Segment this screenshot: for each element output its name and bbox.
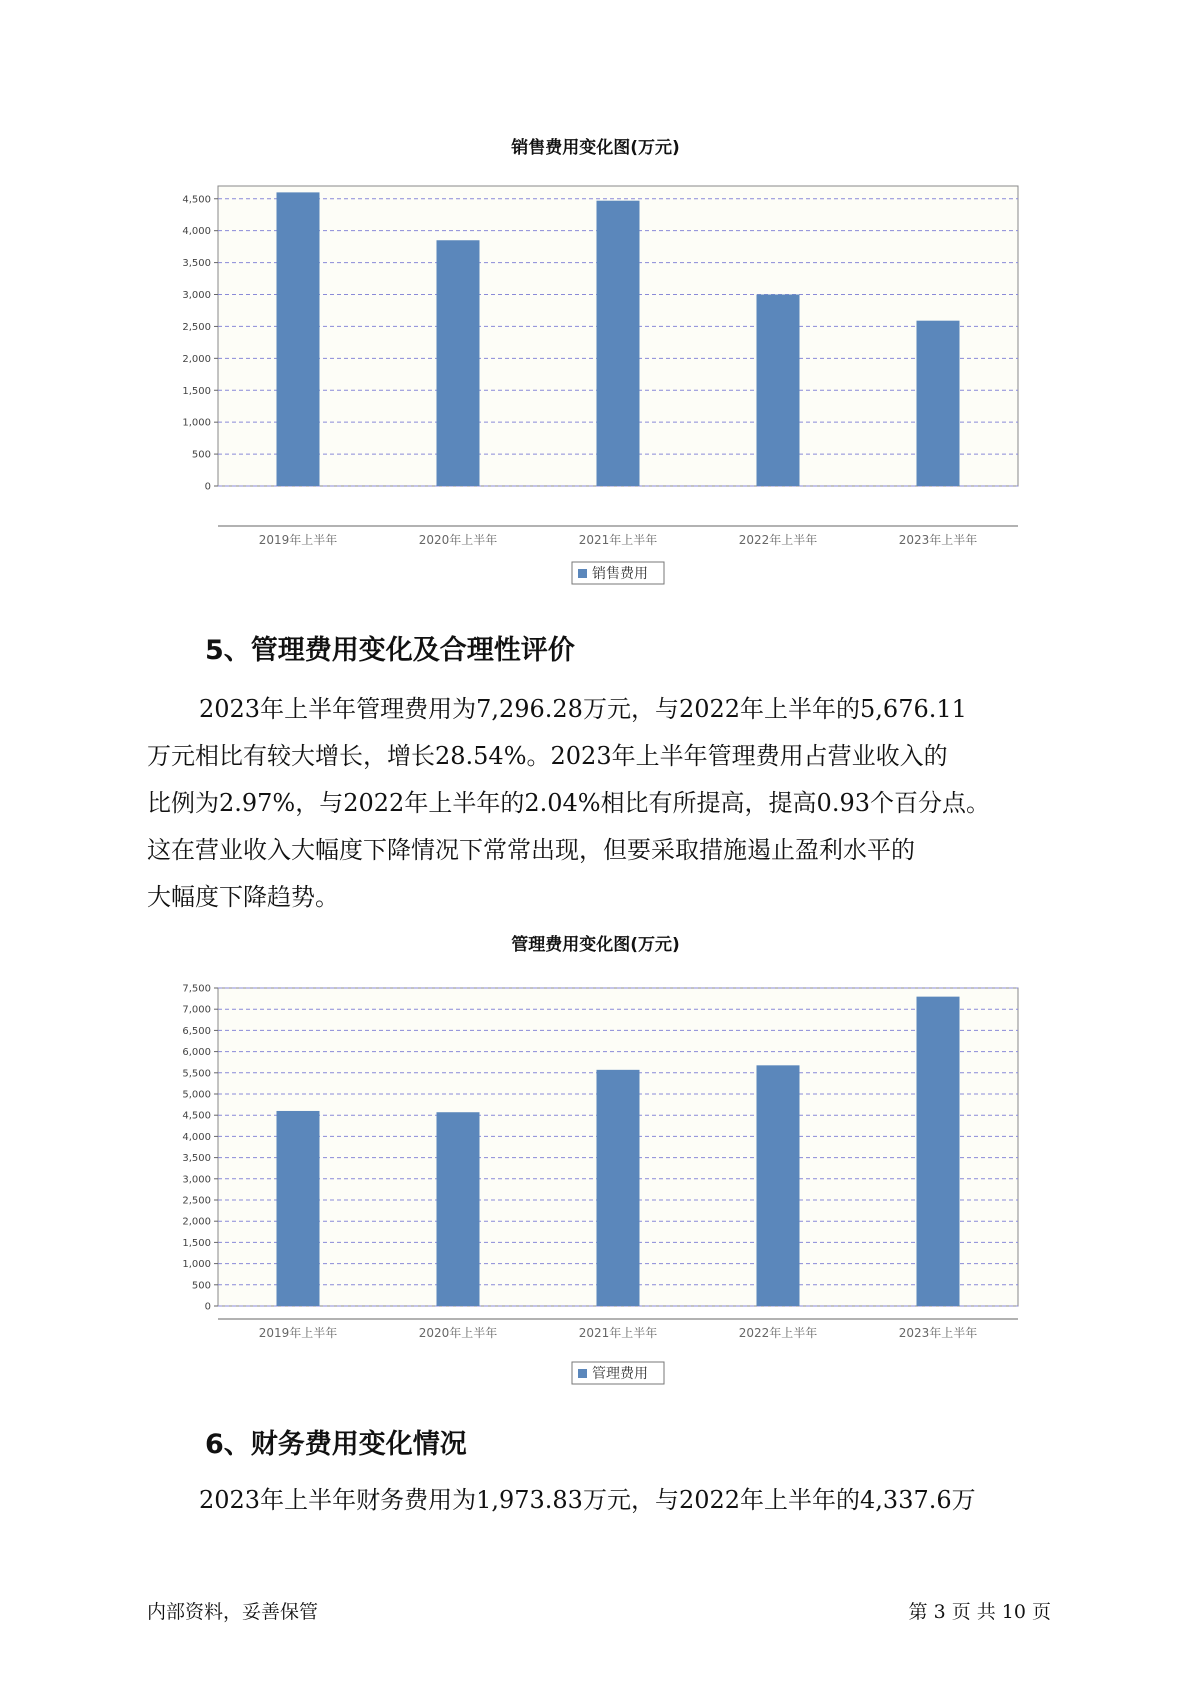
y-tick-label: 1,500	[182, 385, 211, 397]
legend	[572, 1362, 664, 1384]
y-tick-label: 0	[204, 481, 211, 493]
x-tick-label: 2019年上半年	[258, 533, 338, 547]
footer-confidential-note: 内部资料，妥善保管	[147, 1601, 319, 1623]
x-tick-label: 2023年上半年	[898, 533, 978, 547]
section5-line-1: 2023年上半年管理费用为7,296.28万元，与2022年上半年的5,676.11	[199, 695, 967, 723]
y-tick-label: 500	[191, 449, 211, 461]
y-tick-label: 1,500	[182, 1237, 211, 1249]
legend-swatch	[578, 1369, 587, 1378]
bar	[277, 1111, 320, 1306]
y-tick-label: 1,000	[182, 417, 211, 429]
section6-heading: 6、财务费用变化情况	[205, 1429, 467, 1460]
y-tick-label: 500	[191, 1280, 211, 1292]
y-tick-label: 1,000	[182, 1259, 211, 1271]
legend-label: 管理费用	[592, 1366, 648, 1382]
section6-line-1: 2023年上半年财务费用为1,973.83万元，与2022年上半年的4,337.6万	[199, 1486, 976, 1514]
x-tick-label: 2019年上半年	[258, 1326, 338, 1340]
bar	[437, 1112, 480, 1306]
x-tick-label: 2020年上半年	[418, 533, 498, 547]
x-tick-label: 2020年上半年	[418, 1326, 498, 1340]
y-tick-label: 3,000	[182, 290, 211, 302]
y-tick-label: 6,000	[182, 1047, 211, 1059]
x-tick-label: 2022年上半年	[738, 1326, 818, 1340]
y-tick-label: 4,000	[182, 1131, 211, 1143]
legend-swatch	[578, 569, 587, 578]
bar	[597, 201, 640, 486]
section5-line-3: 比例为2.97%，与2022年上半年的2.04%相比有所提高，提高0.93个百分点。	[147, 789, 990, 817]
bar	[757, 1065, 800, 1306]
x-tick-label: 2021年上半年	[578, 1326, 658, 1340]
bar	[917, 321, 960, 486]
footer-page-number: 第 3 页 共 10 页	[908, 1601, 1051, 1623]
management-expense-bar-chart	[0, 965, 1191, 1385]
x-tick-label: 2021年上半年	[578, 533, 658, 547]
y-tick-label: 3,000	[182, 1174, 211, 1186]
y-tick-label: 3,500	[182, 258, 211, 270]
y-tick-label: 7,000	[182, 1004, 211, 1016]
bar	[917, 997, 960, 1306]
section5-line-4: 这在营业收入大幅度下降情况下常常出现，但要采取措施遏止盈利水平的	[147, 836, 915, 864]
y-tick-label: 2,500	[182, 1195, 211, 1207]
x-tick-label: 2023年上半年	[898, 1326, 978, 1340]
y-tick-label: 4,500	[182, 1110, 211, 1122]
bar	[757, 295, 800, 486]
y-tick-label: 2,500	[182, 321, 211, 333]
y-tick-label: 0	[204, 1301, 211, 1313]
bar	[277, 192, 320, 486]
bar	[597, 1070, 640, 1306]
section5-line-5: 大幅度下降趋势。	[147, 883, 339, 911]
chart1-title: 销售费用变化图(万元)	[511, 138, 680, 158]
y-tick-label: 3,500	[182, 1153, 211, 1165]
legend-label: 销售费用	[592, 566, 648, 582]
y-tick-label: 4,500	[182, 194, 211, 206]
section6-paragraph	[147, 1477, 1057, 1524]
y-tick-label: 5,500	[182, 1068, 211, 1080]
chart2-title: 管理费用变化图(万元)	[511, 935, 680, 955]
bar	[437, 240, 480, 486]
y-tick-label: 7,500	[182, 983, 211, 995]
section5-line-2: 万元相比有较大增长，增长28.54%。2023年上半年管理费用占营业收入的	[147, 742, 948, 770]
section5-paragraph	[147, 686, 1057, 921]
x-tick-label: 2022年上半年	[738, 533, 818, 547]
y-tick-label: 5,000	[182, 1089, 211, 1101]
sales-expense-bar-chart	[0, 170, 1191, 590]
y-tick-label: 4,000	[182, 226, 211, 238]
section5-heading: 5、管理费用变化及合理性评价	[205, 635, 575, 666]
y-tick-label: 2,000	[182, 1216, 211, 1228]
y-tick-label: 6,500	[182, 1025, 211, 1037]
legend	[572, 562, 664, 584]
y-tick-label: 2,000	[182, 353, 211, 365]
